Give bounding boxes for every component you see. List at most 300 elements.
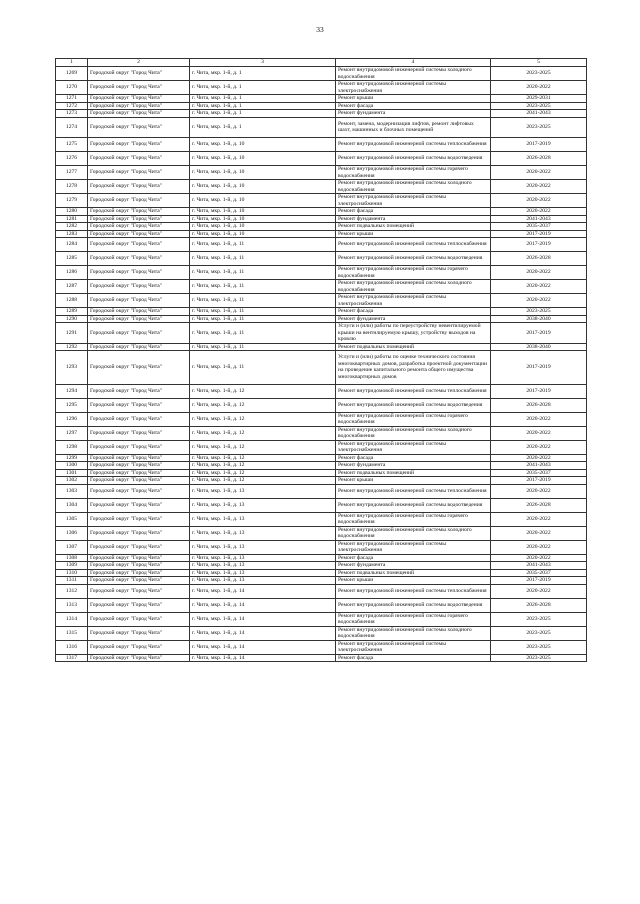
municipality-cell: Городской округ "Город Чита" (88, 398, 190, 412)
work-type-cell: Ремонт, замена, модернизация лифтов, ремонт лифтовых шахт, машинных и блочных помещений (336, 117, 491, 138)
row-number-cell: 1298 (56, 440, 88, 454)
period-cell: 2023-2025 (491, 612, 587, 626)
address-cell: г. Чита, мкр. 1-й, д. 12 (190, 384, 336, 398)
address-cell: г. Чита, мкр. 1-й, д. 10 (190, 194, 336, 208)
work-type-cell: Ремонт подвальных помещений (336, 223, 491, 231)
row-number-cell: 1297 (56, 426, 88, 440)
row-number-cell: 1276 (56, 152, 88, 166)
municipality-cell: Городской округ "Город Чита" (88, 102, 190, 110)
work-type-cell: Ремонт внутридомовой инженерной системы теплоснабжения (336, 238, 491, 252)
column-header: 3 (190, 59, 336, 67)
address-cell: г. Чита, мкр. 1-й, д. 1 (190, 102, 336, 110)
row-number-cell: 1274 (56, 117, 88, 138)
table-row (56, 266, 587, 280)
row-number-cell: 1289 (56, 308, 88, 316)
municipality-cell: Городской округ "Город Чита" (88, 469, 190, 477)
header-row (56, 59, 587, 67)
municipality-cell: Городской округ "Город Чита" (88, 569, 190, 577)
address-cell: г. Чита, мкр. 1-й, д. 14 (190, 654, 336, 662)
work-type-cell: Ремонт внутридомовой инженерной системы водоотведения (336, 398, 491, 412)
municipality-cell: Городской округ "Город Чита" (88, 308, 190, 316)
municipality-cell: Городской округ "Город Чита" (88, 440, 190, 454)
municipality-cell: Городской округ "Город Чита" (88, 612, 190, 626)
row-number-cell: 1278 (56, 180, 88, 194)
table-row (56, 612, 587, 626)
address-cell: г. Чита, мкр. 1-й, д. 10 (190, 223, 336, 231)
municipality-cell: Городской округ "Город Чита" (88, 280, 190, 294)
municipality-cell: Городской округ "Город Чита" (88, 577, 190, 585)
table-row (56, 577, 587, 585)
work-type-cell: Ремонт внутридомовой инженерной системы горячего водоснабжения (336, 166, 491, 180)
work-type-cell: Ремонт внутридомовой инженерной системы холодного водоснабжения (336, 526, 491, 540)
address-cell: г. Чита, мкр. 1-й, д. 11 (190, 252, 336, 266)
period-cell: 2026-2028 (491, 398, 587, 412)
work-type-cell: Ремонт внутридомовой инженерной системы холодного водоснабжения (336, 180, 491, 194)
row-number-cell: 1313 (56, 598, 88, 612)
table-row (56, 194, 587, 208)
period-cell: 2017-2019 (491, 577, 587, 585)
address-cell: г. Чита, мкр. 1-й, д. 10 (190, 208, 336, 216)
table-row (56, 208, 587, 216)
row-number-cell: 1303 (56, 484, 88, 498)
row-number-cell: 1300 (56, 462, 88, 470)
work-type-cell: Ремонт внутридомовой инженерной системы электроснабжения (336, 81, 491, 95)
row-number-cell: 1272 (56, 102, 88, 110)
address-cell: г. Чита, мкр. 1-й, д. 13 (190, 498, 336, 512)
municipality-cell: Городской округ "Город Чита" (88, 323, 190, 344)
municipality-cell: Городской округ "Город Чита" (88, 477, 190, 485)
period-cell: 2020-2022 (491, 584, 587, 598)
column-header: 5 (491, 59, 587, 67)
work-type-cell: Ремонт внутридомовой инженерной системы водоотведения (336, 152, 491, 166)
period-cell: 2020-2022 (491, 166, 587, 180)
table-row (56, 110, 587, 118)
row-number-cell: 1306 (56, 526, 88, 540)
address-cell: г. Чита, мкр. 1-й, д. 10 (190, 166, 336, 180)
work-type-cell: Ремонт внутридомовой инженерной системы горячего водоснабжения (336, 512, 491, 526)
municipality-cell: Городской округ "Город Чита" (88, 598, 190, 612)
table-row (56, 280, 587, 294)
address-cell: г. Чита, мкр. 1-й, д. 10 (190, 180, 336, 194)
municipality-cell: Городской округ "Город Чита" (88, 426, 190, 440)
address-cell: г. Чита, мкр. 1-й, д. 14 (190, 626, 336, 640)
table-row (56, 440, 587, 454)
table-row (56, 343, 587, 351)
address-cell: г. Чита, мкр. 1-й, д. 11 (190, 343, 336, 351)
period-cell: 2041-2043 (491, 562, 587, 570)
table-row (56, 95, 587, 103)
municipality-cell: Городской округ "Город Чита" (88, 584, 190, 598)
row-number-cell: 1280 (56, 208, 88, 216)
table-row (56, 626, 587, 640)
address-cell: г. Чита, мкр. 1-й, д. 12 (190, 454, 336, 462)
address-cell: г. Чита, мкр. 1-й, д. 12 (190, 426, 336, 440)
period-cell: 2020-2022 (491, 294, 587, 308)
row-number-cell: 1279 (56, 194, 88, 208)
table-row (56, 512, 587, 526)
address-cell: г. Чита, мкр. 1-й, д. 12 (190, 469, 336, 477)
municipality-cell: Городской округ "Город Чита" (88, 654, 190, 662)
row-number-cell: 1317 (56, 654, 88, 662)
row-number-cell: 1288 (56, 294, 88, 308)
work-type-cell: Ремонт фасада (336, 454, 491, 462)
period-cell: 2017-2019 (491, 384, 587, 398)
address-cell: г. Чита, мкр. 1-й, д. 12 (190, 412, 336, 426)
work-type-cell: Ремонт внутридомовой инженерной системы горячего водоснабжения (336, 612, 491, 626)
work-type-cell: Ремонт фасада (336, 102, 491, 110)
municipality-cell: Городской округ "Город Чита" (88, 454, 190, 462)
municipality-cell: Городской округ "Город Чита" (88, 110, 190, 118)
work-type-cell: Ремонт внутридомовой инженерной системы теплоснабжения (336, 484, 491, 498)
period-cell: 2020-2022 (491, 180, 587, 194)
work-type-cell: Ремонт внутридомовой инженерной системы горячего водоснабжения (336, 266, 491, 280)
work-type-cell: Ремонт внутридомовой инженерной системы холодного водоснабжения (336, 280, 491, 294)
work-type-cell: Ремонт внутридомовой инженерной системы холодного водоснабжения (336, 426, 491, 440)
table-row (56, 351, 587, 385)
municipality-cell: Городской округ "Город Чита" (88, 81, 190, 95)
table-row (56, 426, 587, 440)
table-row (56, 412, 587, 426)
table-row (56, 81, 587, 95)
work-type-cell: Услуги и (или) работы по переустройству невентилируемой крыши на вентилируемую крышу, устройству выходов на кровлю (336, 323, 491, 344)
address-cell: г. Чита, мкр. 1-й, д. 11 (190, 280, 336, 294)
row-number-cell: 1309 (56, 562, 88, 570)
municipality-cell: Городской округ "Город Чита" (88, 526, 190, 540)
table-row (56, 398, 587, 412)
period-cell: 2017-2019 (491, 323, 587, 344)
address-cell: г. Чита, мкр. 1-й, д. 14 (190, 598, 336, 612)
row-number-cell: 1270 (56, 81, 88, 95)
period-cell: 2020-2022 (491, 426, 587, 440)
period-cell: 2029-2031 (491, 95, 587, 103)
work-type-cell: Ремонт внутридомовой инженерной системы электроснабжения (336, 194, 491, 208)
row-number-cell: 1296 (56, 412, 88, 426)
row-number-cell: 1314 (56, 612, 88, 626)
row-number-cell: 1281 (56, 215, 88, 223)
municipality-cell: Городской округ "Город Чита" (88, 343, 190, 351)
municipality-cell: Городской округ "Город Чита" (88, 138, 190, 152)
period-cell: 2041-2043 (491, 110, 587, 118)
municipality-cell: Городской округ "Город Чита" (88, 67, 190, 81)
period-cell: 2017-2019 (491, 477, 587, 485)
table-row (56, 640, 587, 654)
municipality-cell: Городской округ "Город Чита" (88, 562, 190, 570)
row-number-cell: 1308 (56, 554, 88, 562)
period-cell: 2023-2025 (491, 102, 587, 110)
table-row (56, 117, 587, 138)
address-cell: г. Чита, мкр. 1-й, д. 11 (190, 294, 336, 308)
work-type-cell: Ремонт внутридомовой инженерной системы водоотведения (336, 252, 491, 266)
table-row (56, 152, 587, 166)
work-type-cell: Ремонт фасада (336, 208, 491, 216)
work-type-cell: Ремонт внутридомовой инженерной системы электроснабжения (336, 440, 491, 454)
table-row (56, 223, 587, 231)
table-row (56, 294, 587, 308)
row-number-cell: 1290 (56, 315, 88, 323)
work-type-cell: Ремонт фундамента (336, 462, 491, 470)
page-number: 33 (316, 25, 324, 34)
work-type-cell: Ремонт крыши (336, 577, 491, 585)
municipality-cell: Городской округ "Город Чита" (88, 484, 190, 498)
municipality-cell: Городской округ "Город Чита" (88, 180, 190, 194)
address-cell: г. Чита, мкр. 1-й, д. 11 (190, 351, 336, 385)
row-number-cell: 1269 (56, 67, 88, 81)
municipality-cell: Городской округ "Город Чита" (88, 238, 190, 252)
address-cell: г. Чита, мкр. 1-й, д. 11 (190, 266, 336, 280)
work-type-cell: Ремонт внутридомовой инженерной системы электроснабжения (336, 294, 491, 308)
municipality-cell: Городской округ "Город Чита" (88, 223, 190, 231)
period-cell: 2017-2019 (491, 138, 587, 152)
address-cell: г. Чита, мкр. 1-й, д. 1 (190, 67, 336, 81)
municipality-cell: Городской округ "Город Чита" (88, 215, 190, 223)
row-number-cell: 1291 (56, 323, 88, 344)
period-cell: 2020-2022 (491, 266, 587, 280)
address-cell: г. Чита, мкр. 1-й, д. 12 (190, 477, 336, 485)
work-type-cell: Ремонт крыши (336, 477, 491, 485)
period-cell: 2026-2028 (491, 598, 587, 612)
table-row (56, 230, 587, 238)
table-row (56, 469, 587, 477)
table-row (56, 315, 587, 323)
work-type-cell: Ремонт фасада (336, 308, 491, 316)
row-number-cell: 1301 (56, 469, 88, 477)
table-row (56, 526, 587, 540)
period-cell: 2026-2028 (491, 152, 587, 166)
work-type-cell: Услуги и (или) работы по оценке технического состояния многоквартирных домов, разработка проектной документации на проведение капитального ремонта общего имущества многоквартирных домов (336, 351, 491, 385)
period-cell: 2020-2022 (491, 81, 587, 95)
municipality-cell: Городской округ "Город Чита" (88, 208, 190, 216)
table-row (56, 138, 587, 152)
work-type-cell: Ремонт фундамента (336, 315, 491, 323)
period-cell: 2035-2037 (491, 569, 587, 577)
address-cell: г. Чита, мкр. 1-й, д. 1 (190, 81, 336, 95)
municipality-cell: Городской округ "Город Чита" (88, 194, 190, 208)
row-number-cell: 1282 (56, 223, 88, 231)
period-cell: 2023-2025 (491, 67, 587, 81)
municipality-cell: Городской округ "Город Чита" (88, 640, 190, 654)
work-type-cell: Ремонт подвальных помещений (336, 569, 491, 577)
municipality-cell: Городской округ "Город Чита" (88, 540, 190, 554)
row-number-cell: 1285 (56, 252, 88, 266)
address-cell: г. Чита, мкр. 1-й, д. 11 (190, 315, 336, 323)
work-type-cell: Ремонт внутридомовой инженерной системы холодного водоснабжения (336, 626, 491, 640)
table-row (56, 477, 587, 485)
municipality-cell: Городской округ "Город Чита" (88, 95, 190, 103)
table-row (56, 540, 587, 554)
period-cell: 2041-2043 (491, 462, 587, 470)
row-number-cell: 1286 (56, 266, 88, 280)
work-type-cell: Ремонт крыши (336, 230, 491, 238)
municipality-cell: Городской округ "Город Чита" (88, 252, 190, 266)
work-type-cell: Ремонт внутридомовой инженерной системы водоотведения (336, 498, 491, 512)
row-number-cell: 1302 (56, 477, 88, 485)
address-cell: г. Чита, мкр. 1-й, д. 12 (190, 398, 336, 412)
table-row (56, 562, 587, 570)
row-number-cell: 1304 (56, 498, 88, 512)
address-cell: г. Чита, мкр. 1-й, д. 13 (190, 512, 336, 526)
row-number-cell: 1294 (56, 384, 88, 398)
period-cell: 2017-2019 (491, 238, 587, 252)
row-number-cell: 1271 (56, 95, 88, 103)
work-type-cell: Ремонт подвальных помещений (336, 469, 491, 477)
period-cell: 2020-2022 (491, 440, 587, 454)
period-cell: 2020-2022 (491, 280, 587, 294)
table-row (56, 215, 587, 223)
period-cell: 2023-2025 (491, 117, 587, 138)
row-number-cell: 1299 (56, 454, 88, 462)
table-row (56, 462, 587, 470)
municipality-cell: Городской округ "Город Чита" (88, 554, 190, 562)
municipality-cell: Городской округ "Город Чита" (88, 512, 190, 526)
work-type-cell: Ремонт внутридомовой инженерной системы водоотведения (336, 598, 491, 612)
work-type-cell: Ремонт внутридомовой инженерной системы теплоснабжения (336, 384, 491, 398)
table-row (56, 180, 587, 194)
table-row (56, 584, 587, 598)
address-cell: г. Чита, мкр. 1-й, д. 14 (190, 640, 336, 654)
period-cell: 2041-2043 (491, 215, 587, 223)
period-cell: 2017-2019 (491, 351, 587, 385)
row-number-cell: 1311 (56, 577, 88, 585)
row-number-cell: 1284 (56, 238, 88, 252)
municipality-cell: Городской округ "Город Чита" (88, 117, 190, 138)
period-cell: 2023-2025 (491, 626, 587, 640)
address-cell: г. Чита, мкр. 1-й, д. 10 (190, 230, 336, 238)
period-cell: 2020-2022 (491, 454, 587, 462)
work-type-cell: Ремонт внутридомовой инженерной системы горячего водоснабжения (336, 412, 491, 426)
period-cell: 2020-2022 (491, 194, 587, 208)
period-cell: 2020-2022 (491, 208, 587, 216)
table-row (56, 598, 587, 612)
table-row (56, 454, 587, 462)
address-cell: г. Чита, мкр. 1-й, д. 14 (190, 612, 336, 626)
row-number-cell: 1316 (56, 640, 88, 654)
address-cell: г. Чита, мкр. 1-й, д. 13 (190, 577, 336, 585)
period-cell: 2023-2025 (491, 640, 587, 654)
table-row (56, 554, 587, 562)
table-row (56, 569, 587, 577)
row-number-cell: 1310 (56, 569, 88, 577)
table-row (56, 308, 587, 316)
period-cell: 2020-2022 (491, 540, 587, 554)
table-row (56, 484, 587, 498)
work-type-cell: Ремонт фундамента (336, 215, 491, 223)
period-cell: 2020-2022 (491, 412, 587, 426)
period-cell: 2020-2022 (491, 526, 587, 540)
period-cell: 2026-2028 (491, 498, 587, 512)
work-type-cell: Ремонт фасада (336, 654, 491, 662)
municipality-cell: Городской округ "Город Чита" (88, 294, 190, 308)
period-cell: 2035-2037 (491, 223, 587, 231)
table-row (56, 102, 587, 110)
address-cell: г. Чита, мкр. 1-й, д. 11 (190, 323, 336, 344)
row-number-cell: 1292 (56, 343, 88, 351)
municipality-cell: Городской округ "Город Чита" (88, 412, 190, 426)
address-cell: г. Чита, мкр. 1-й, д. 13 (190, 562, 336, 570)
period-cell: 2020-2022 (491, 484, 587, 498)
work-type-cell: Ремонт фундамента (336, 562, 491, 570)
address-cell: г. Чита, мкр. 1-й, д. 10 (190, 138, 336, 152)
work-type-cell: Ремонт крыши (336, 95, 491, 103)
work-type-cell: Ремонт фундамента (336, 110, 491, 118)
row-number-cell: 1312 (56, 584, 88, 598)
table-row (56, 654, 587, 662)
municipality-cell: Городской округ "Город Чита" (88, 351, 190, 385)
period-cell: 2020-2022 (491, 554, 587, 562)
address-cell: г. Чита, мкр. 1-й, д. 11 (190, 308, 336, 316)
table-row (56, 498, 587, 512)
period-cell: 2035-2037 (491, 469, 587, 477)
work-type-cell: Ремонт внутридомовой инженерной системы теплоснабжения (336, 138, 491, 152)
municipality-cell: Городской округ "Город Чита" (88, 166, 190, 180)
row-number-cell: 1305 (56, 512, 88, 526)
address-cell: г. Чита, мкр. 1-й, д. 1 (190, 117, 336, 138)
municipality-cell: Городской округ "Город Чита" (88, 266, 190, 280)
repair-schedule-table (55, 58, 587, 662)
period-cell: 2020-2022 (491, 512, 587, 526)
work-type-cell: Ремонт подвальных помещений (336, 343, 491, 351)
period-cell: 2023-2025 (491, 654, 587, 662)
address-cell: г. Чита, мкр. 1-й, д. 13 (190, 554, 336, 562)
column-header: 1 (56, 59, 88, 67)
column-header: 2 (88, 59, 190, 67)
work-type-cell: Ремонт фасада (336, 554, 491, 562)
work-type-cell: Ремонт внутридомовой инженерной системы теплоснабжения (336, 584, 491, 598)
table-body (56, 67, 587, 662)
municipality-cell: Городской округ "Город Чита" (88, 462, 190, 470)
address-cell: г. Чита, мкр. 1-й, д. 13 (190, 540, 336, 554)
row-number-cell: 1275 (56, 138, 88, 152)
table-row (56, 323, 587, 344)
address-cell: г. Чита, мкр. 1-й, д. 10 (190, 152, 336, 166)
table-row (56, 252, 587, 266)
row-number-cell: 1273 (56, 110, 88, 118)
row-number-cell: 1283 (56, 230, 88, 238)
address-cell: г. Чита, мкр. 1-й, д. 10 (190, 215, 336, 223)
row-number-cell: 1307 (56, 540, 88, 554)
period-cell: 2026-2028 (491, 252, 587, 266)
period-cell: 2038-2040 (491, 315, 587, 323)
municipality-cell: Городской округ "Город Чита" (88, 498, 190, 512)
address-cell: г. Чита, мкр. 1-й, д. 13 (190, 484, 336, 498)
work-type-cell: Ремонт внутридомовой инженерной системы электроснабжения (336, 540, 491, 554)
table-row (56, 238, 587, 252)
column-header: 4 (336, 59, 491, 67)
address-cell: г. Чита, мкр. 1-й, д. 14 (190, 584, 336, 598)
row-number-cell: 1315 (56, 626, 88, 640)
table-row (56, 67, 587, 81)
address-cell: г. Чита, мкр. 1-й, д. 12 (190, 462, 336, 470)
table-row (56, 166, 587, 180)
address-cell: г. Чита, мкр. 1-й, д. 11 (190, 238, 336, 252)
address-cell: г. Чита, мкр. 1-й, д. 1 (190, 110, 336, 118)
row-number-cell: 1277 (56, 166, 88, 180)
municipality-cell: Городской округ "Город Чита" (88, 152, 190, 166)
period-cell: 2023-2025 (491, 308, 587, 316)
work-type-cell: Ремонт внутридомовой инженерной системы электроснабжения (336, 640, 491, 654)
row-number-cell: 1295 (56, 398, 88, 412)
municipality-cell: Городской округ "Город Чита" (88, 626, 190, 640)
municipality-cell: Городской округ "Город Чита" (88, 230, 190, 238)
table-row (56, 384, 587, 398)
address-cell: г. Чита, мкр. 1-й, д. 13 (190, 569, 336, 577)
row-number-cell: 1287 (56, 280, 88, 294)
address-cell: г. Чита, мкр. 1-й, д. 12 (190, 440, 336, 454)
work-type-cell: Ремонт внутридомовой инженерной системы холодного водоснабжения (336, 67, 491, 81)
row-number-cell: 1293 (56, 351, 88, 385)
address-cell: г. Чита, мкр. 1-й, д. 1 (190, 95, 336, 103)
period-cell: 2017-2019 (491, 230, 587, 238)
address-cell: г. Чита, мкр. 1-й, д. 13 (190, 526, 336, 540)
